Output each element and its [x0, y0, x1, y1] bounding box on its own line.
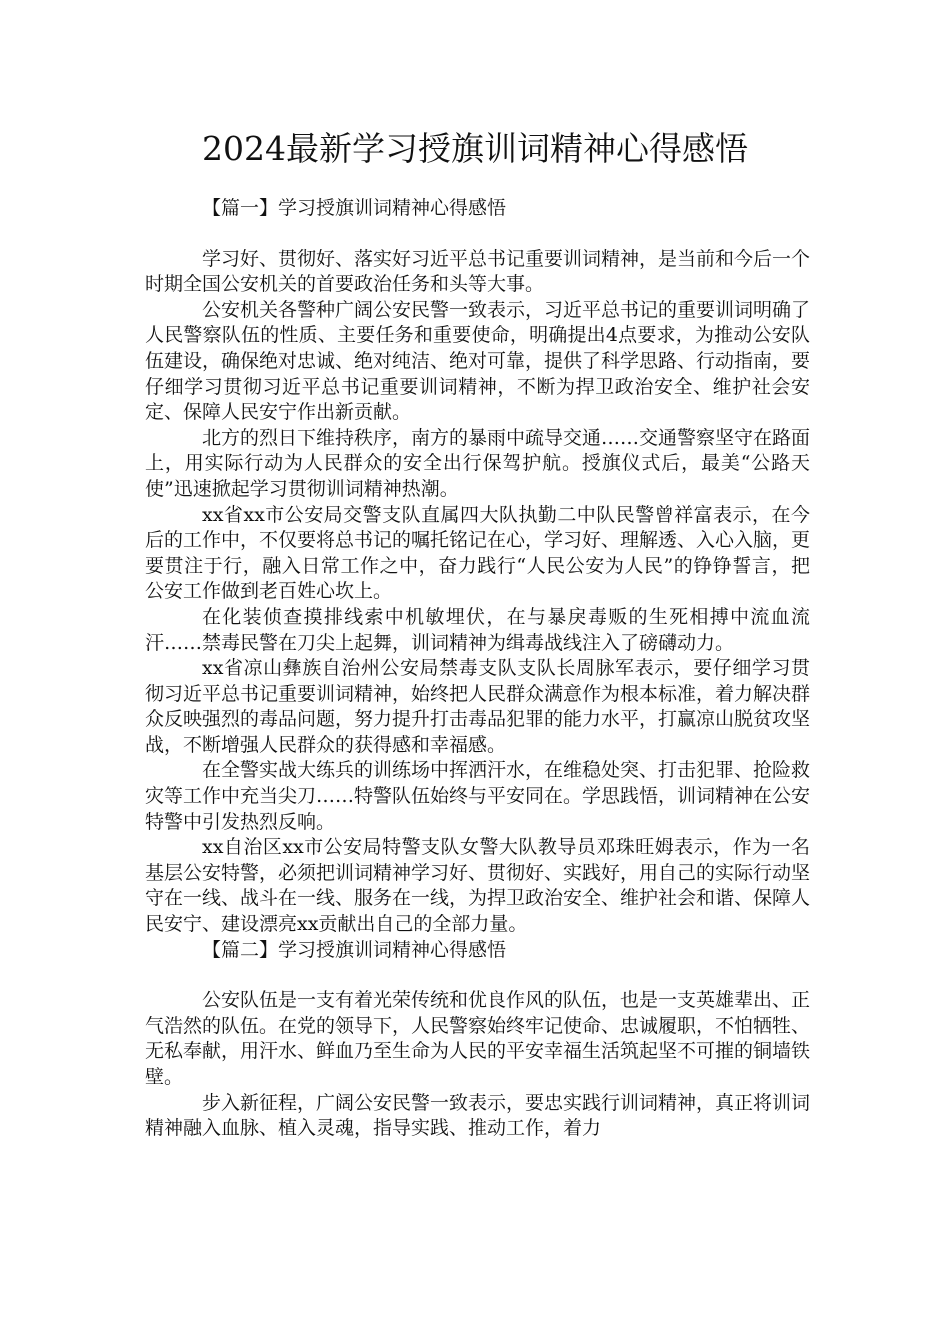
paragraph: 在化装侦查摸排线索中机敏埋伏，在与暴戾毒贩的生死相搏中流血流汗……禁毒民警在刀尖上起舞，训词精神为缉毒战线注入了磅礴动力。: [145, 605, 810, 654]
paragraph: xx自治区xx市公安局特警支队女警大队教导员邓珠旺姆表示，作为一名基层公安特警，必须把训词精神学习好、贯彻好、实践好，用自己的实际行动坚守在一线、战斗在一线、服务在一线，为捍卫政治安全、维护社会和谐、保障人民安宁、建设漂亮xx贡献出自己的全部力量。: [145, 836, 811, 936]
section-heading: 【篇二】学习授旗训词精神心得感悟: [202, 938, 507, 961]
paragraph: 步入新征程，广阔公安民警一致表示，要忠实践行训词精神，真正将训词精神融入血脉、植入灵魂，指导实践、推动工作，着力: [145, 1091, 811, 1140]
section-heading: 【篇一】学习授旗训词精神心得感悟: [202, 197, 507, 219]
paragraph: 学习好、贯彻好、落实好习近平总书记重要训词精神，是当前和今后一个时期全国公安机关的首要政治任务和头等大事。: [145, 247, 811, 296]
paragraph: 公安队伍是一支有着光荣传统和优良作风的队伍，也是一支英雄辈出、正气浩然的队伍。在党的领导下，人民警察始终牢记使命、忠诚履职，不怕牺牲、无私奉献，用汗水、鲜血乃至生命为人民的平安幸福生活筑起坚不可摧的铜墙铁壁。: [145, 989, 811, 1088]
paragraph: xx省xx市公安局交警支队直属四大队执勤二中队民警曾祥富表示，在今后的工作中，不仅要将总书记的嘱托铭记在心，学习好、理解透、入心入脑，更要贯注于行，融入日常工作之中，奋力践行“人民公安为人民”的铮铮誓言，把公安工作做到老百姓心坎上。: [145, 503, 811, 603]
paragraph: 北方的烈日下维持秩序，南方的暴雨中疏导交通……交通警察坚守在路面上，用实际行动为人民群众的安全出行保驾护航。授旗仪式后，最美“公路天使”迅速掀起学习贯彻训词精神热潮。: [145, 426, 811, 500]
document-body: [145, 196, 810, 1142]
document-title: 2024最新学习授旗训词精神心得感悟: [202, 129, 748, 168]
paragraph: xx省凉山彝族自治州公安局禁毒支队支队长周脉军表示，要仔细学习贯彻习近平总书记重要训词精神，始终把人民群众满意作为根本标准，着力解决群众反映强烈的毒品问题，努力提升打击毒品犯罪的能力水平，打赢凉山脱贫攻坚战，不断增强人民群众的获得感和幸福感。: [145, 657, 811, 756]
paragraph: 在全警实战大练兵的训练场中挥洒汗水，在维稳处突、打击犯罪、抢险救灾等工作中充当尖刀……特警队伍始终与平安同在。学思践悟，训词精神在公安特警中引发热烈反响。: [145, 759, 811, 833]
paragraph: 公安机关各警种广阔公安民警一致表示，习近平总书记的重要训词明确了人民警察队伍的性质、主要任务和重要使命，明确提出4点要求，为推动公安队伍建设，确保绝对忠诚、绝对纯洁、绝对可靠，提供了科学思路、行动指南，要仔细学习贯彻习近平总书记重要训词精神，不断为捍卫政治安全、维护社会安定、保障人民安宁作出新贡献。: [145, 298, 811, 424]
